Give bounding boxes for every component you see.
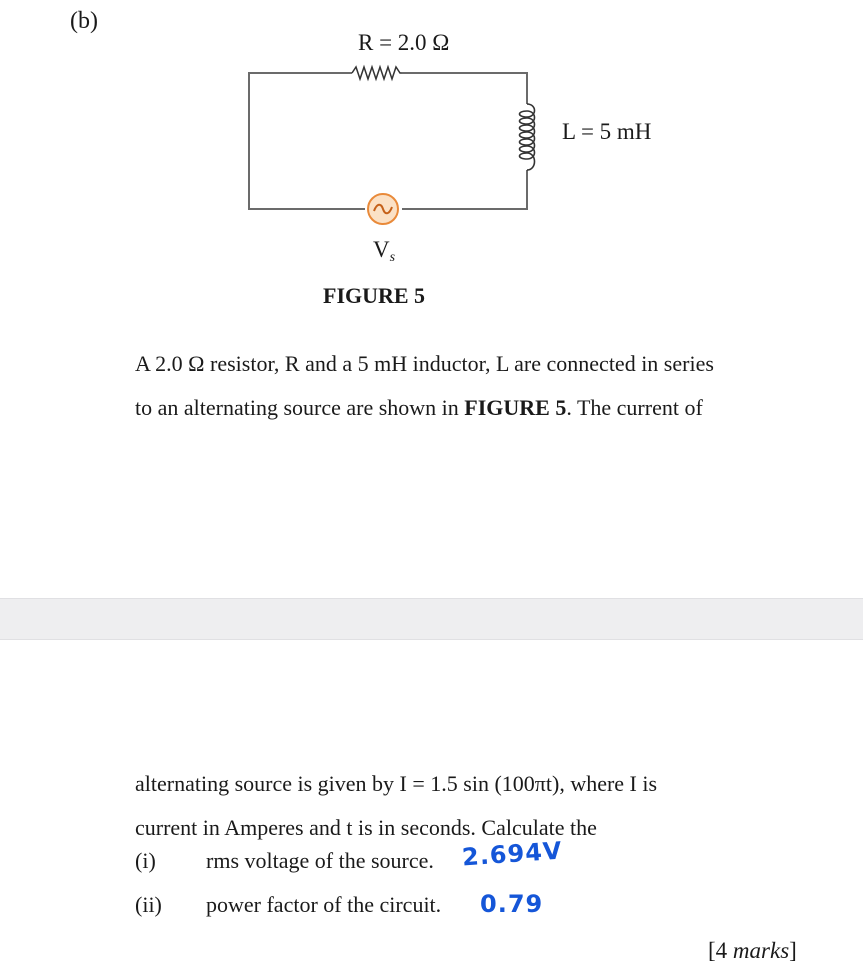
marks-label — [708, 938, 797, 964]
paragraph-1-line-2 — [135, 386, 835, 430]
line-2-start: to an alternating source are shown in — [135, 395, 465, 420]
inductor-label: L = 5 mH — [562, 119, 652, 144]
part-label: (b) — [70, 8, 98, 34]
resistor-symbol — [352, 67, 402, 79]
question-paragraph-2 — [135, 762, 835, 850]
circuit-wires — [249, 73, 527, 209]
question-paragraph-1 — [135, 342, 835, 430]
handwritten-answer-i: 2.694V — [461, 836, 564, 872]
paragraph-2-line-1: alternating source is given by I = 1.5 sin (100πt), where I is — [135, 771, 658, 796]
handwritten-answer-ii: 0.79 — [480, 890, 544, 918]
item-text-ii: power factor of the circuit. — [206, 892, 442, 917]
marks-word: marks — [732, 938, 790, 963]
marks-close: ] — [789, 938, 797, 963]
page-break-gap — [0, 598, 863, 640]
resistor-label: R = 2.0 Ω — [358, 30, 450, 55]
figure-caption: FIGURE 5 — [323, 283, 426, 308]
ac-source-symbol — [368, 194, 398, 224]
item-number-i: (i) — [135, 848, 156, 873]
marks-open: [4 — [708, 938, 733, 963]
line-2-end: . The current of — [566, 395, 703, 420]
source-label-main: V — [373, 237, 390, 262]
paragraph-1-line-1: A 2.0 Ω resistor, R and a 5 mH inductor, L are connected in series — [135, 351, 714, 376]
item-number-ii: (ii) — [135, 892, 162, 917]
source-label-sub: s — [389, 250, 396, 265]
inductor-symbol — [520, 104, 535, 170]
figure-reference: FIGURE 5 — [464, 395, 567, 420]
paragraph-2-line-2: current in Amperes and t is in seconds. Calculate the — [135, 815, 597, 840]
source-label — [373, 237, 395, 266]
item-text-i: rms voltage of the source. — [206, 848, 434, 873]
